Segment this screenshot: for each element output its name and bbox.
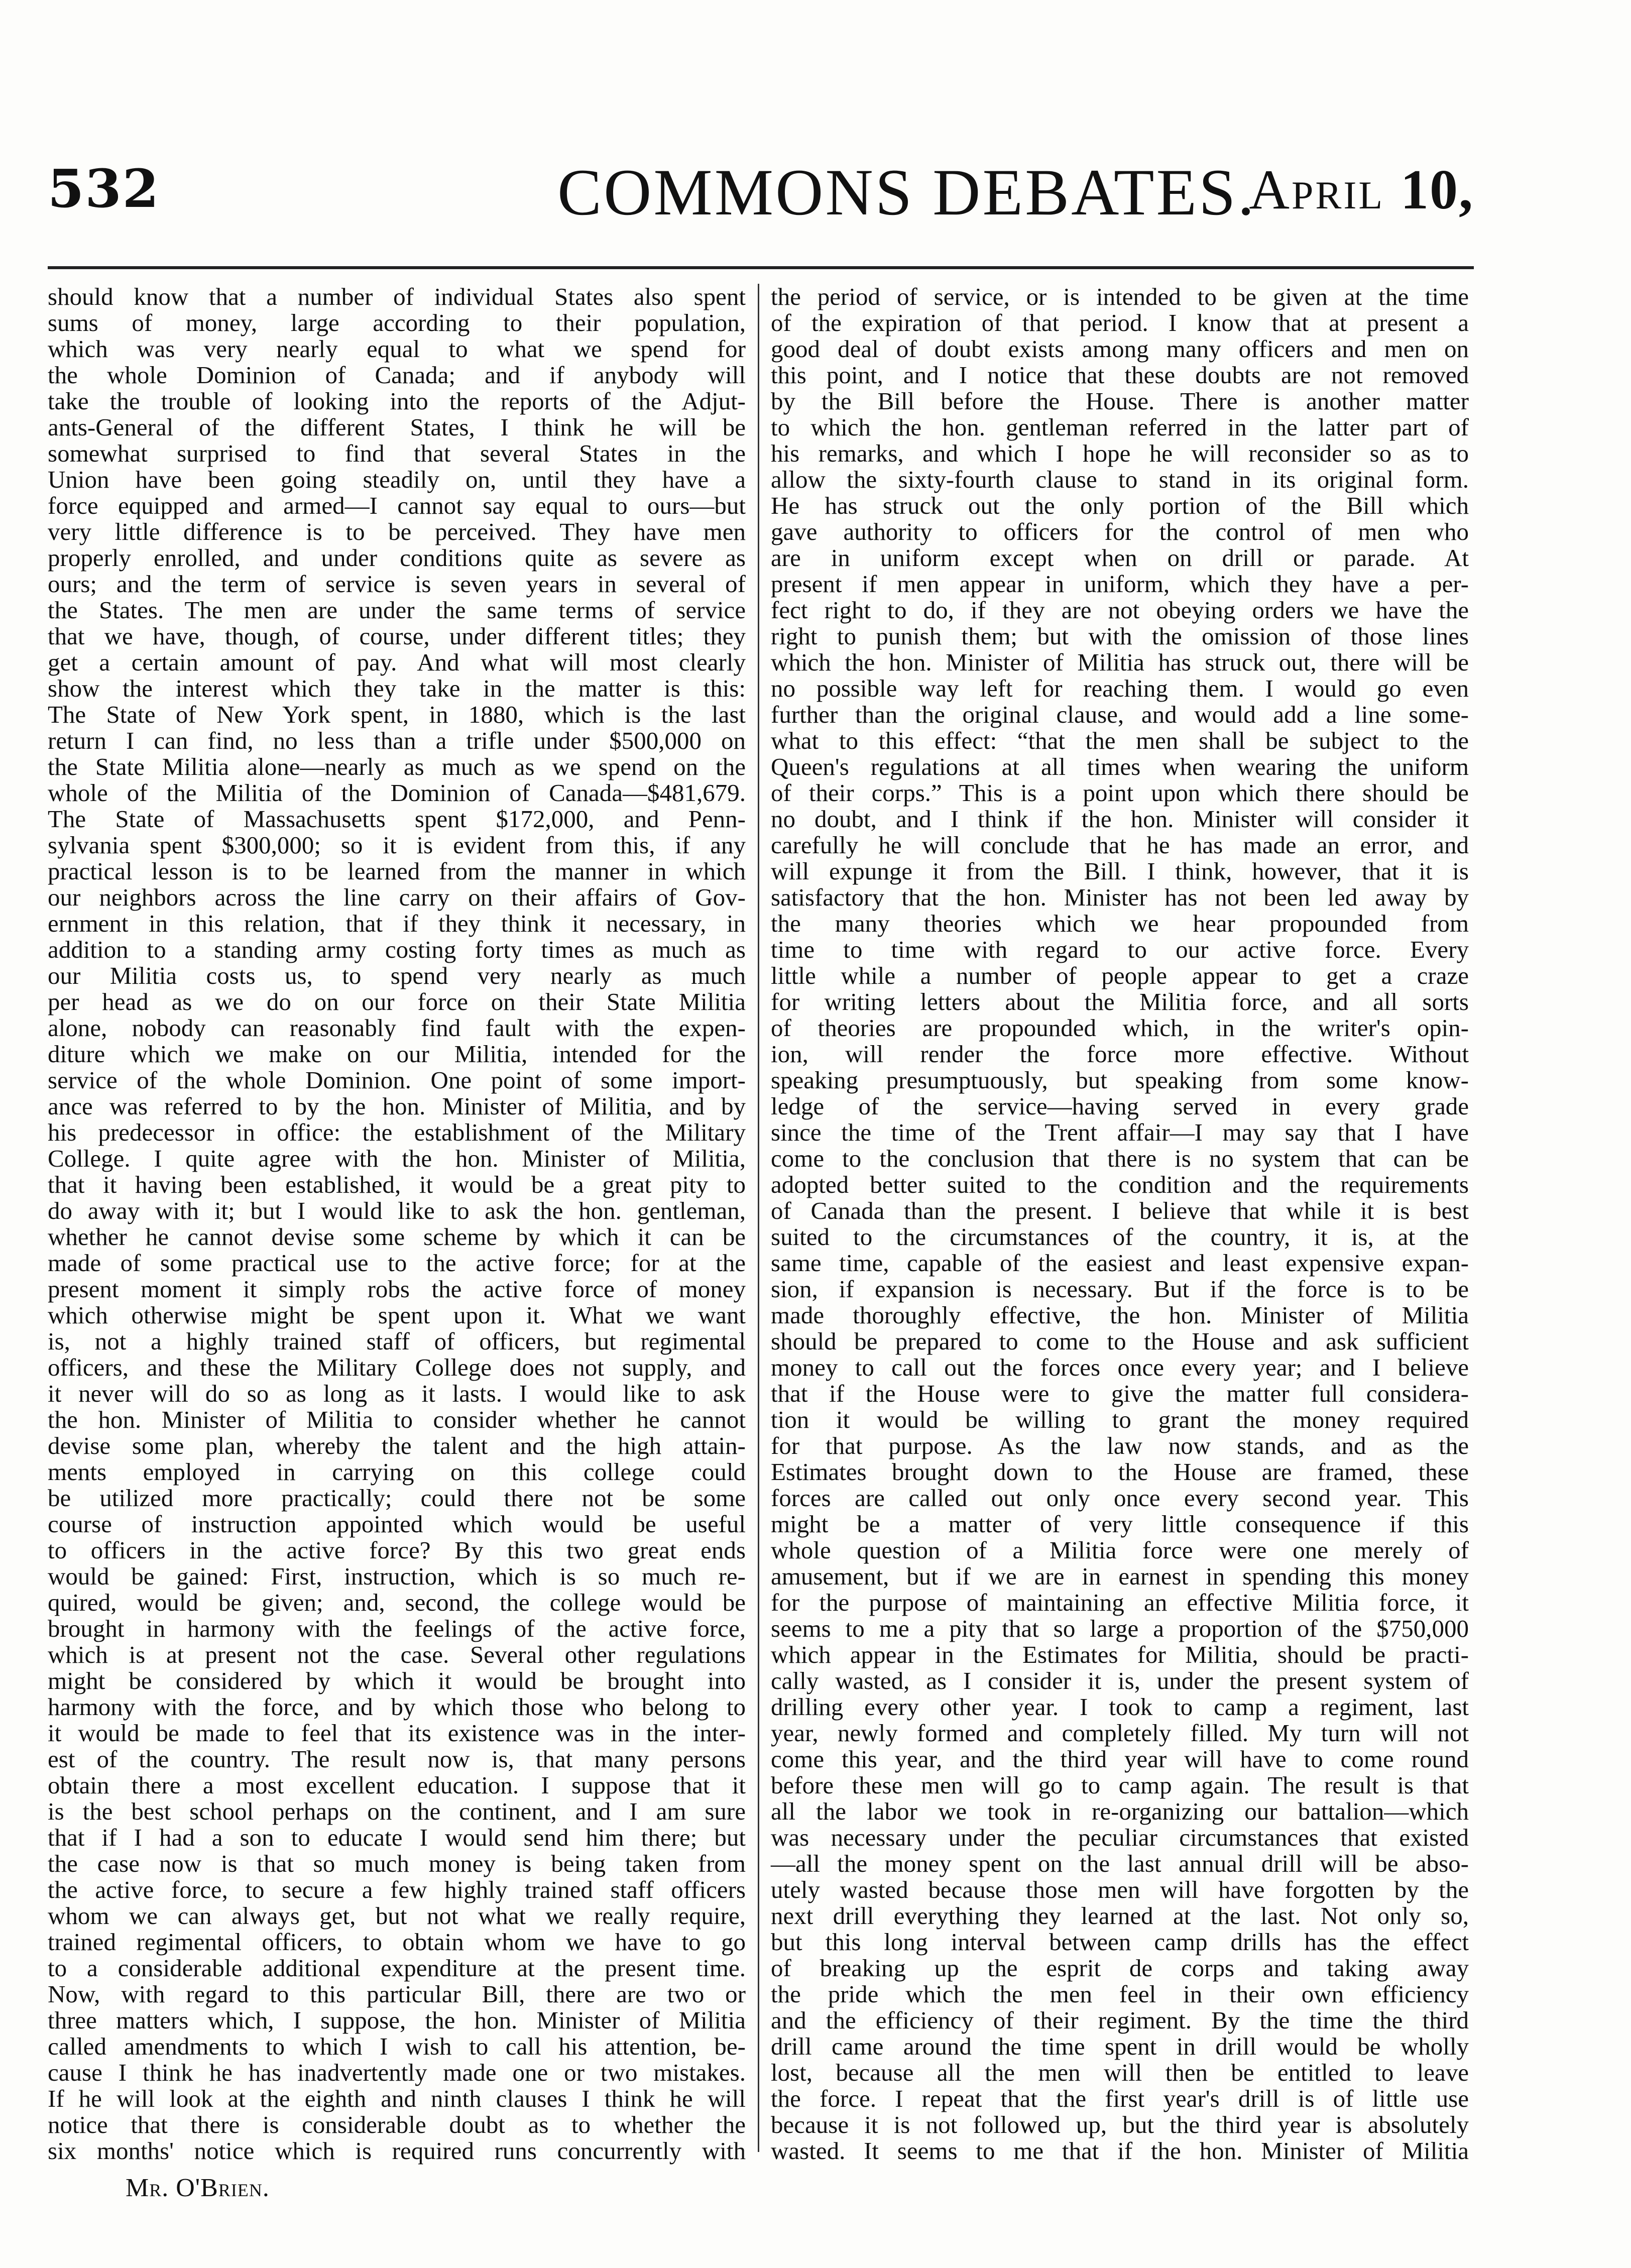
text-line: sion, if expansion is necessary. But if the force is to be — [771, 1275, 1469, 1303]
text-line: amusement, but if we are in earnest in spending this money — [771, 1562, 1469, 1590]
text-line: est of the country. The result now is, that many persons — [48, 1745, 746, 1773]
text-line: drilling every other year. I took to camp a regiment, last — [771, 1693, 1469, 1721]
text-line: sums of money, large according to their population, — [48, 309, 746, 336]
text-line: which otherwise might be spent upon it. What we want — [48, 1301, 746, 1329]
running-title: COMMONS DEBATES. — [557, 155, 1256, 229]
text-line: next drill everything they learned at the last. Not only so, — [771, 1902, 1469, 1930]
text-line: harmony with the force, and by which those who belong to — [48, 1693, 746, 1721]
text-line: our Militia costs us, to spend very nearly as much — [48, 962, 746, 989]
text-line: for writing letters about the Militia force, and all sorts — [771, 988, 1469, 1015]
text-line: If he will look at the eighth and ninth clauses I think he will — [48, 2085, 746, 2112]
text-line: do away with it; but I would like to ask the hon. gentleman, — [48, 1197, 746, 1224]
text-line: adopted better suited to the condition and the requirements — [771, 1171, 1469, 1198]
text-line: the many theories which we hear propounded from — [771, 910, 1469, 937]
text-line: present if men appear in uniform, which they have a per- — [771, 570, 1469, 598]
text-line: present moment it simply robs the active force of money — [48, 1275, 746, 1303]
text-line: Queen's regulations at all times when wearing the uniform — [771, 753, 1469, 780]
text-line: made thoroughly effective, the hon. Minister of Militia — [771, 1301, 1469, 1329]
text-line: whether he cannot devise some scheme by which it can be — [48, 1223, 746, 1251]
text-line: the pride which the men feel in their own efficiency — [771, 1980, 1469, 2008]
text-line: before these men will go to camp again. The result is that — [771, 1771, 1469, 1799]
text-line: course of instruction appointed which would be useful — [48, 1510, 746, 1538]
text-line: time to time with regard to our active force. Every — [771, 936, 1469, 963]
speaker-footer: Mr. O'Brien. — [126, 2174, 270, 2202]
text-line: which the hon. Minister of Militia has struck out, there will be — [771, 648, 1469, 676]
text-line: money to call out the forces once every year; and I believe — [771, 1353, 1469, 1381]
text-line: properly enrolled, and under conditions quite as severe as — [48, 544, 746, 572]
text-line: little while a number of people appear to get a craze — [771, 962, 1469, 989]
text-line: of the expiration of that period. I know that at present a — [771, 309, 1469, 336]
text-line: ments employed in carrying on this college could — [48, 1458, 746, 1486]
text-line: to which the hon. gentleman referred in the latter part of — [771, 413, 1469, 441]
date-month: April — [1249, 159, 1384, 221]
text-line: cally wasted, as I consider it is, under the present system of — [771, 1667, 1469, 1694]
text-line: to a considerable additional expenditure at the present time. — [48, 1954, 746, 1982]
text-line: obtain there a most excellent education. I suppose that it — [48, 1771, 746, 1799]
text-line: somewhat surprised to find that several States in the — [48, 439, 746, 467]
text-line: lost, because all the men will then be entitled to leave — [771, 2059, 1469, 2086]
text-line: no possible way left for reaching them. I would go even — [771, 674, 1469, 702]
text-line: quired, would be given; and, second, the college would be — [48, 1589, 746, 1616]
text-line: come to the conclusion that there is no system that can be — [771, 1145, 1469, 1172]
text-line: drill came around the time spent in drill would be wholly — [771, 2032, 1469, 2060]
text-line: addition to a standing army costing forty times as much as — [48, 936, 746, 963]
page-number: 532 — [48, 158, 160, 219]
text-line: come this year, and the third year will have to come round — [771, 1745, 1469, 1773]
text-line: be utilized more practically; could there not be some — [48, 1484, 746, 1512]
text-line: College. I quite agree with the hon. Minister of Militia, — [48, 1145, 746, 1172]
text-line: year, newly formed and completely filled. My turn will not — [771, 1719, 1469, 1747]
text-line: forces are called out only once every second year. This — [771, 1484, 1469, 1512]
text-line: for that purpose. As the law now stands, and as the — [771, 1432, 1469, 1459]
text-line: take the trouble of looking into the reports of the Adjut- — [48, 387, 746, 415]
text-line: is the best school perhaps on the continent, and I am sure — [48, 1797, 746, 1825]
text-line: but this long interval between camp drills has the effect — [771, 1928, 1469, 1956]
column-divider — [758, 284, 759, 2152]
text-line: The State of New York spent, in 1880, which is the last — [48, 701, 746, 728]
text-line: speaking presumptuously, but speaking from some know- — [771, 1066, 1469, 1094]
text-line: of breaking up the esprit de corps and taking away — [771, 1954, 1469, 1982]
text-line: of Canada than the present. I believe that while it is best — [771, 1197, 1469, 1224]
date-day: 10, — [1401, 159, 1474, 221]
text-line: same time, capable of the easiest and least expensive expan- — [771, 1249, 1469, 1277]
text-line: return I can find, no less than a trifle under $500,000 on — [48, 727, 746, 754]
text-line: right to punish them; but with the omission of those lines — [771, 622, 1469, 650]
text-line: devise some plan, whereby the talent and the high attain- — [48, 1432, 746, 1459]
text-line: the case now is that so much money is being taken from — [48, 1850, 746, 1877]
text-line: whom we can always get, but not what we really require, — [48, 1902, 746, 1930]
text-line: good deal of doubt exists among many officers and men on — [771, 335, 1469, 363]
text-line: get a certain amount of pay. And what will most clearly — [48, 648, 746, 676]
text-line: the State Militia alone—nearly as much as we spend on the — [48, 753, 746, 780]
text-line: tion it would be willing to grant the money required — [771, 1406, 1469, 1433]
page-header — [48, 151, 1474, 229]
text-line: of theories are propounded which, in the writer's opin- — [771, 1014, 1469, 1042]
text-line: are in uniform except when on drill or parade. At — [771, 544, 1469, 572]
text-line: whole of the Militia of the Dominion of Canada—$481,679. — [48, 779, 746, 807]
text-line: the whole Dominion of Canada; and if anybody will — [48, 361, 746, 389]
text-line: his predecessor in office: the establishment of the Military — [48, 1118, 746, 1146]
text-line: his remarks, and which I hope he will reconsider so as to — [771, 439, 1469, 467]
text-line: alone, nobody can reasonably find fault with the expen- — [48, 1014, 746, 1042]
text-line: per head as we do on our force on their State Militia — [48, 988, 746, 1015]
text-line: diture which we make on our Militia, intended for the — [48, 1040, 746, 1068]
text-line: which appear in the Estimates for Militia, should be practi- — [771, 1641, 1469, 1668]
text-line: should be prepared to come to the House and ask sufficient — [771, 1327, 1469, 1355]
text-line: that if I had a son to educate I would send him there; but — [48, 1824, 746, 1851]
text-line: it never will do so as long as it lasts. I would like to ask — [48, 1380, 746, 1407]
text-line: show the interest which they take in the matter is this: — [48, 674, 746, 702]
text-line: which is at present not the case. Several other regulations — [48, 1641, 746, 1668]
text-line: wasted. It seems to me that if the hon. Minister of Militia — [771, 2137, 1469, 2165]
left-column — [48, 284, 746, 2164]
text-line: very little difference is to be perceived. They have men — [48, 518, 746, 545]
text-line: The State of Massachusetts spent $172,000, and Penn- — [48, 805, 746, 833]
text-line: sylvania spent $300,000; so it is evident from this, if any — [48, 831, 746, 859]
text-line: ants-General of the different States, I think he will be — [48, 413, 746, 441]
text-line: it would be made to feel that its existence was in the inter- — [48, 1719, 746, 1747]
text-line: Union have been going steadily on, until they have a — [48, 466, 746, 493]
text-line: since the time of the Trent affair—I may say that I have — [771, 1118, 1469, 1146]
text-line: called amendments to which I wish to call his attention, be- — [48, 2032, 746, 2060]
text-line: what to this effect: “that the men shall be subject to the — [771, 727, 1469, 754]
text-line: ance was referred to by the hon. Minister of Militia, and by — [48, 1092, 746, 1120]
text-line: whole question of a Militia force were one merely of — [771, 1536, 1469, 1564]
text-line: will expunge it from the Bill. I think, however, that it is — [771, 857, 1469, 885]
text-line: for the purpose of maintaining an effective Militia force, it — [771, 1589, 1469, 1616]
text-line: cause I think he has inadvertently made one or two mistakes. — [48, 2059, 746, 2086]
text-line: the period of service, or is intended to be given at the time — [771, 283, 1469, 310]
text-line: He has struck out the only portion of the Bill which — [771, 492, 1469, 519]
text-line: this point, and I notice that these doubts are not removed — [771, 361, 1469, 389]
text-line: trained regimental officers, to obtain whom we have to go — [48, 1928, 746, 1956]
text-line: gave authority to officers for the control of men who — [771, 518, 1469, 545]
text-line: service of the whole Dominion. One point of some import- — [48, 1066, 746, 1094]
text-line: ledge of the service—having served in every grade — [771, 1092, 1469, 1120]
text-line: —all the money spent on the last annual drill will be abso- — [771, 1850, 1469, 1877]
text-line: by the Bill before the House. There is another matter — [771, 387, 1469, 415]
text-line: is, not a highly trained staff of officers, but regimental — [48, 1327, 746, 1355]
text-line: made of some practical use to the active force; for at the — [48, 1249, 746, 1277]
text-line: and the efficiency of their regiment. By the time the third — [771, 2006, 1469, 2034]
text-line: to officers in the active force? By this two great ends — [48, 1536, 746, 1564]
text-line: ion, will render the force more effective. Without — [771, 1040, 1469, 1068]
text-line: seems to me a pity that so large a proportion of the $750,000 — [771, 1615, 1469, 1642]
text-line: that if the House were to give the matter full considera- — [771, 1380, 1469, 1407]
text-line: of their corps.” This is a point upon which there should be — [771, 779, 1469, 807]
text-line: might be considered by which it would be brought into — [48, 1667, 746, 1694]
text-line: Now, with regard to this particular Bill, there are two or — [48, 1980, 746, 2008]
text-line: no doubt, and I think if the hon. Minister will consider it — [771, 805, 1469, 833]
text-line: ernment in this relation, that if they think it necessary, in — [48, 910, 746, 937]
text-line: six months' notice which is required runs concurrently with — [48, 2137, 746, 2165]
text-line: should know that a number of individual States also spent — [48, 283, 746, 310]
text-line: would be gained: First, instruction, which is so much re- — [48, 1562, 746, 1590]
text-line: might be a matter of very little consequence if this — [771, 1510, 1469, 1538]
text-line: carefully he will conclude that he has made an error, and — [771, 831, 1469, 859]
text-line: the States. The men are under the same terms of service — [48, 596, 746, 624]
text-line: notice that there is considerable doubt as to whether the — [48, 2111, 746, 2138]
text-line: the hon. Minister of Militia to consider whether he cannot — [48, 1406, 746, 1433]
text-line: the active force, to secure a few highly trained staff officers — [48, 1876, 746, 1903]
text-line: fect right to do, if they are not obeying orders we have the — [771, 596, 1469, 624]
text-line: ours; and the term of service is seven years in several of — [48, 570, 746, 598]
header-date — [1249, 158, 1474, 222]
text-line: force equipped and armed—I cannot say equal to ours—but — [48, 492, 746, 519]
text-line: the force. I repeat that the first year's drill is of little use — [771, 2085, 1469, 2112]
text-line: satisfactory that the hon. Minister has not been led away by — [771, 883, 1469, 911]
text-line: Estimates brought down to the House are framed, these — [771, 1458, 1469, 1486]
text-line: that it having been established, it would be a great pity to — [48, 1171, 746, 1198]
text-line: further than the original clause, and would add a line some- — [771, 701, 1469, 728]
text-line: suited to the circumstances of the country, it is, at the — [771, 1223, 1469, 1251]
header-rule — [48, 266, 1474, 269]
text-line: that we have, though, of course, under different titles; they — [48, 622, 746, 650]
text-line: was necessary under the peculiar circumstances that existed — [771, 1824, 1469, 1851]
text-line: practical lesson is to be learned from the manner in which — [48, 857, 746, 885]
right-column — [771, 284, 1469, 2164]
text-line: because it is not followed up, but the third year is absolutely — [771, 2111, 1469, 2138]
text-line: which was very nearly equal to what we spend for — [48, 335, 746, 363]
text-line: three matters which, I suppose, the hon. Minister of Militia — [48, 2006, 746, 2034]
text-line: brought in harmony with the feelings of the active force, — [48, 1615, 746, 1642]
text-line: officers, and these the Military College does not supply, and — [48, 1353, 746, 1381]
text-line: our neighbors across the line carry on their affairs of Gov- — [48, 883, 746, 911]
text-line: utely wasted because those men will have forgotten by the — [771, 1876, 1469, 1903]
text-line: allow the sixty-fourth clause to stand in its original form. — [771, 466, 1469, 493]
text-line: all the labor we took in re-organizing our battalion—which — [771, 1797, 1469, 1825]
